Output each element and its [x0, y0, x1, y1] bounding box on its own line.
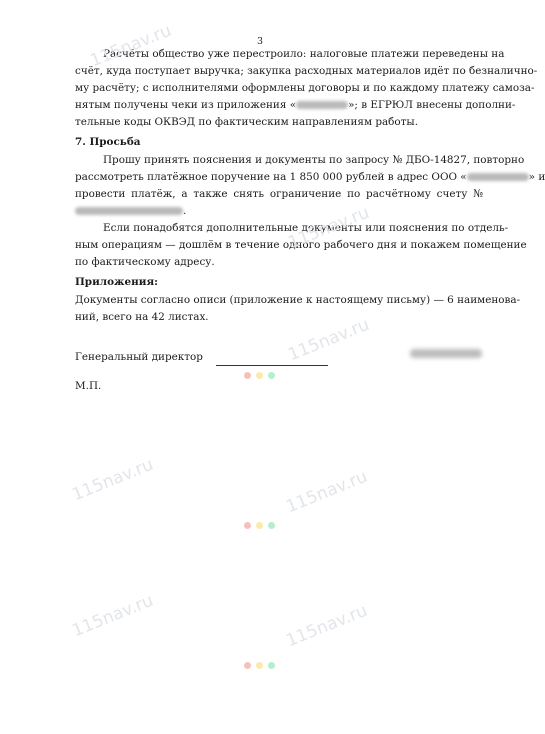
text-line: тельные коды ОКВЭД по фактическим направлениям работы. [75, 116, 419, 128]
watermark-dot [256, 522, 263, 529]
watermark-dot [244, 372, 251, 379]
watermark-dot [268, 372, 275, 379]
text-fragment: нятым получены чеки из приложения « [75, 99, 297, 111]
watermark: 115nav.ru [283, 600, 371, 652]
watermark-dot [268, 662, 275, 669]
watermark-dots [244, 654, 280, 673]
text-line: Если понадобятся дополнительные документы или пояснения по отдель- [103, 222, 509, 234]
redacted-account-number [75, 207, 183, 215]
redacted-company-name [467, 173, 529, 181]
watermark-dot [244, 662, 251, 669]
watermark-dot [256, 372, 263, 379]
watermark-dot [268, 522, 275, 529]
watermark: 115nav.ru [69, 590, 157, 642]
text-line [75, 97, 516, 114]
text-fragment: » и [528, 171, 545, 183]
text-line [75, 169, 545, 186]
section-heading-attachments: Приложения: [75, 276, 158, 288]
watermark: 115nav.ru [285, 202, 373, 254]
text-line: счёт, куда поступает выручка; закупка расходных материалов идёт по безналично- [75, 65, 538, 77]
text-line [75, 203, 483, 220]
paragraph-additional-docs [75, 220, 527, 271]
position-title: Генеральный директор [75, 351, 203, 363]
paragraph-request [75, 152, 545, 220]
text-fragment: »; в ЕГРЮЛ внесены дополни- [348, 99, 516, 111]
watermark: 115nav.ru [87, 20, 175, 72]
text-line: провести платёж, а также снять ограничение по расчётному счету № [75, 188, 483, 200]
stamp-mark-text: М.П. [75, 380, 102, 392]
text-line: ным операциям — дошлём в течение одного рабочего дня и покажем помещение [75, 239, 527, 251]
text-line: Документы согласно описи (приложение к настоящему письму) — 6 наименова- [75, 294, 521, 306]
section-heading-request: 7. Просьба [75, 136, 141, 148]
watermark-dots [244, 364, 280, 383]
text-line: Расчёты общество уже перестроило: налоговые платежи переведены на [103, 48, 505, 60]
paragraph-settlements [75, 46, 538, 131]
watermark-dot [256, 662, 263, 669]
text-line: по фактическому адресу. [75, 256, 215, 268]
page-number: 3 [256, 36, 264, 47]
redacted-signatory-name [410, 349, 482, 358]
watermark: 115nav.ru [285, 314, 373, 366]
watermark: 115nav.ru [69, 454, 157, 506]
text-line: ний, всего на 42 листах. [75, 311, 209, 323]
text-fragment: . [183, 205, 187, 217]
watermark-dots [244, 514, 280, 533]
redacted-app-name [296, 101, 348, 109]
text-line: му расчёту; с исполнителями оформлены договоры и по каждому платежу самоза- [75, 82, 535, 94]
text-fragment: рассмотреть платёжное поручение на 1 850 000 рублей в адрес ООО « [75, 171, 467, 183]
watermark: 115nav.ru [283, 466, 371, 518]
paragraph-attachments [75, 292, 521, 326]
text-line: Прошу принять пояснения и документы по запросу № ДБО-14827, повторно [103, 154, 525, 166]
watermark-dot [244, 522, 251, 529]
